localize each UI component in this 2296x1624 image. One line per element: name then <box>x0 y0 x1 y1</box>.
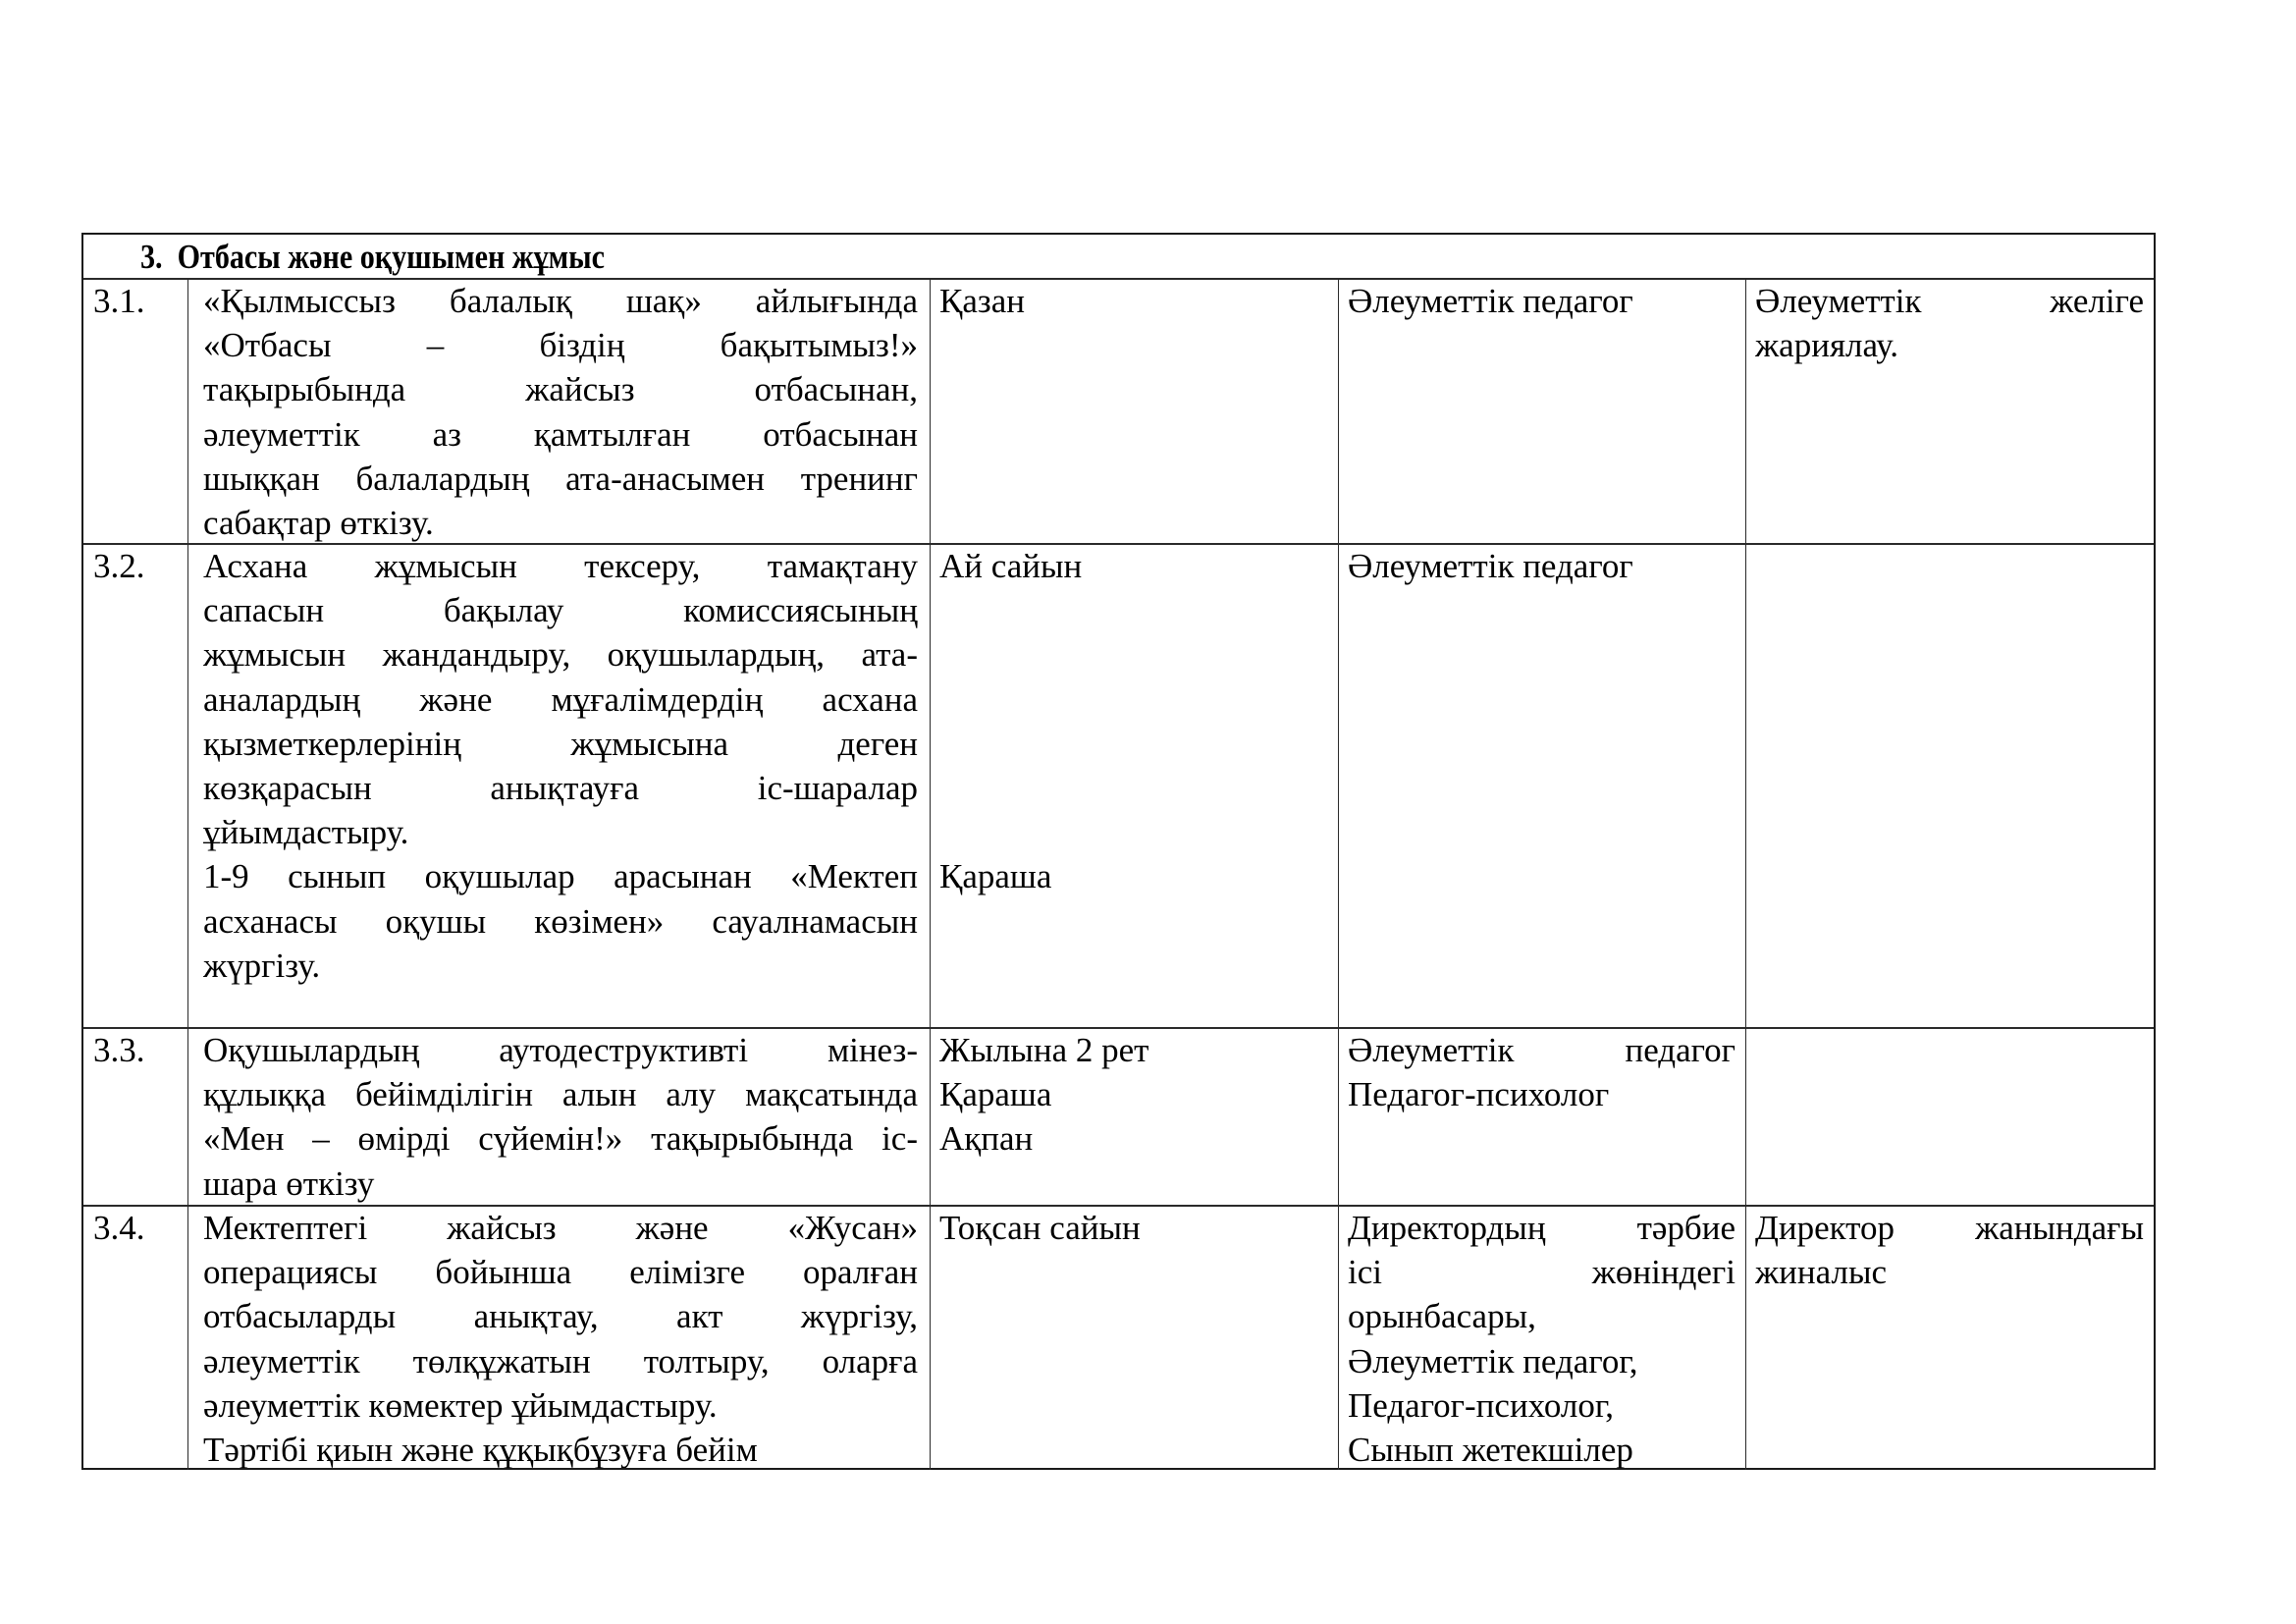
spacer <box>939 766 1328 810</box>
section-header <box>140 235 605 280</box>
text-line: жұмысын жандандыру, оқушылардың, ата- <box>203 635 918 675</box>
text-line: Педагог-психолог <box>1348 1075 1610 1114</box>
deadline-cell <box>939 1206 1328 1468</box>
text-line: Педагог-психолог, <box>1348 1385 1615 1425</box>
column-divider <box>1745 279 1746 1470</box>
text-line: Сынып жетекшілер <box>1348 1430 1633 1468</box>
text-line: Әлеуметтік педагог <box>1348 547 1633 585</box>
text-line: Ай сайын <box>939 547 1083 585</box>
text-line: ұйымдастыру. <box>203 813 409 852</box>
text-line: 1-9 сынып оқушылар арасынан «Мектеп <box>203 857 918 896</box>
text-line: ісі жөніндегі <box>1348 1253 1735 1292</box>
row-number <box>93 1206 180 1468</box>
column-divider <box>930 279 931 1470</box>
section-title: Отбасы және оқушымен жұмыс <box>177 238 606 276</box>
section-number: 3. <box>140 238 163 276</box>
text-line: Тоқсан сайын <box>939 1209 1141 1247</box>
text-line: жариялау. <box>1755 326 1899 365</box>
text-line: Жылына 2 рет <box>939 1031 1149 1069</box>
activity-cell <box>203 279 918 542</box>
text-line: Қараша <box>939 857 1052 896</box>
spacer <box>939 677 1328 722</box>
deadline-cell <box>939 279 1328 542</box>
text-line: Әлеуметтік педагог, <box>1348 1341 1638 1380</box>
text-line: «Қылмыссыз балалық шақ» айлығында <box>203 282 918 320</box>
text-line: орынбасары, <box>1348 1297 1536 1336</box>
text-line: әлеуметтік төлқұжатын толтыру, оларға <box>203 1341 918 1380</box>
column-divider <box>1338 279 1339 1470</box>
activity-cell <box>203 1028 918 1204</box>
text-line: шыққан балалардың ата-анасымен тренинг <box>203 459 918 498</box>
spacer <box>939 810 1328 854</box>
text-line: Оқушылардың аутодеструктивті мінез- <box>203 1031 918 1069</box>
text-line: қызметкерлерінің жұмысына деген <box>203 724 918 763</box>
text-line: отбасыларды анықтау, акт жүргізу, <box>203 1297 918 1336</box>
text-line: сабақтар өткізу. <box>203 503 434 542</box>
result-cell <box>1755 1028 2144 1204</box>
text-line: Директордың тәрбие <box>1348 1209 1735 1247</box>
row-number-text: 3.1. <box>93 282 145 320</box>
spacer <box>939 632 1328 677</box>
spacer <box>939 588 1328 632</box>
text-line: «Отбасы – біздің бақытымыз!» <box>203 326 918 365</box>
row-number <box>93 279 180 542</box>
text-line: операциясы бойынша елімізге оралған <box>203 1253 918 1292</box>
deadline-cell <box>939 1028 1328 1204</box>
plan-table <box>81 233 2156 1470</box>
text-line: асханасы оқушы көзімен» сауалнамасын <box>203 901 918 941</box>
text-line: «Мен – өмірді сүйемін!» тақырыбында іс- <box>203 1119 918 1159</box>
responsible-cell <box>1348 1206 1735 1468</box>
row-number-text: 3.2. <box>93 547 145 585</box>
text-line: әлеуметтік аз қамтылған отбасынан <box>203 414 918 454</box>
text-line: әлеуметтік көмектер ұйымдастыру. <box>203 1385 718 1425</box>
activity-cell <box>203 1206 918 1468</box>
row-number-text: 3.3. <box>93 1031 145 1069</box>
text-line: Директор жанындағы <box>1755 1209 2144 1247</box>
responsible-cell <box>1348 279 1735 542</box>
row-number <box>93 544 180 1026</box>
responsible-cell <box>1348 1028 1735 1204</box>
text-line: жиналыс <box>1755 1253 1888 1292</box>
text-line: Қазан <box>939 282 1025 320</box>
text-line: Әлеуметтік педагог <box>1348 1031 1735 1069</box>
text-line: Ақпан <box>939 1119 1034 1159</box>
text-line: құлыққа бейімділігін алын алу мақсатында <box>203 1075 918 1114</box>
text-line: Тәртібі қиын және құқықбұзуға бейім <box>203 1430 758 1468</box>
responsible-cell <box>1348 544 1735 1026</box>
text-line: Әлеуметтік желіге <box>1755 282 2144 320</box>
result-cell <box>1755 1206 2144 1468</box>
text-line: шара өткізу <box>203 1164 375 1203</box>
text-line: көзқарасын анықтауға іс-шаралар <box>203 768 918 807</box>
text-line: тақырыбында жайсыз отбасынан, <box>203 370 918 409</box>
text-line: аналардың және мұғалімдердің асхана <box>203 679 918 719</box>
spacer <box>939 722 1328 766</box>
activity-cell <box>203 544 918 1026</box>
text-line: Мектептегі жайсыз және «Жусан» <box>203 1209 918 1247</box>
text-line: Асхана жұмысын тексеру, тамақтану <box>203 547 918 585</box>
text-line: жүргізу. <box>203 946 321 985</box>
column-divider <box>187 279 188 1470</box>
result-cell <box>1755 544 2144 1026</box>
text-line: Қараша <box>939 1075 1052 1114</box>
deadline-cell <box>939 544 1328 1026</box>
text-line: сапасын бақылау комиссиясының <box>203 591 918 630</box>
row-number <box>93 1028 180 1204</box>
result-cell <box>1755 279 2144 542</box>
text-line: Әлеуметтік педагог <box>1348 282 1633 320</box>
row-number-text: 3.4. <box>93 1209 145 1247</box>
